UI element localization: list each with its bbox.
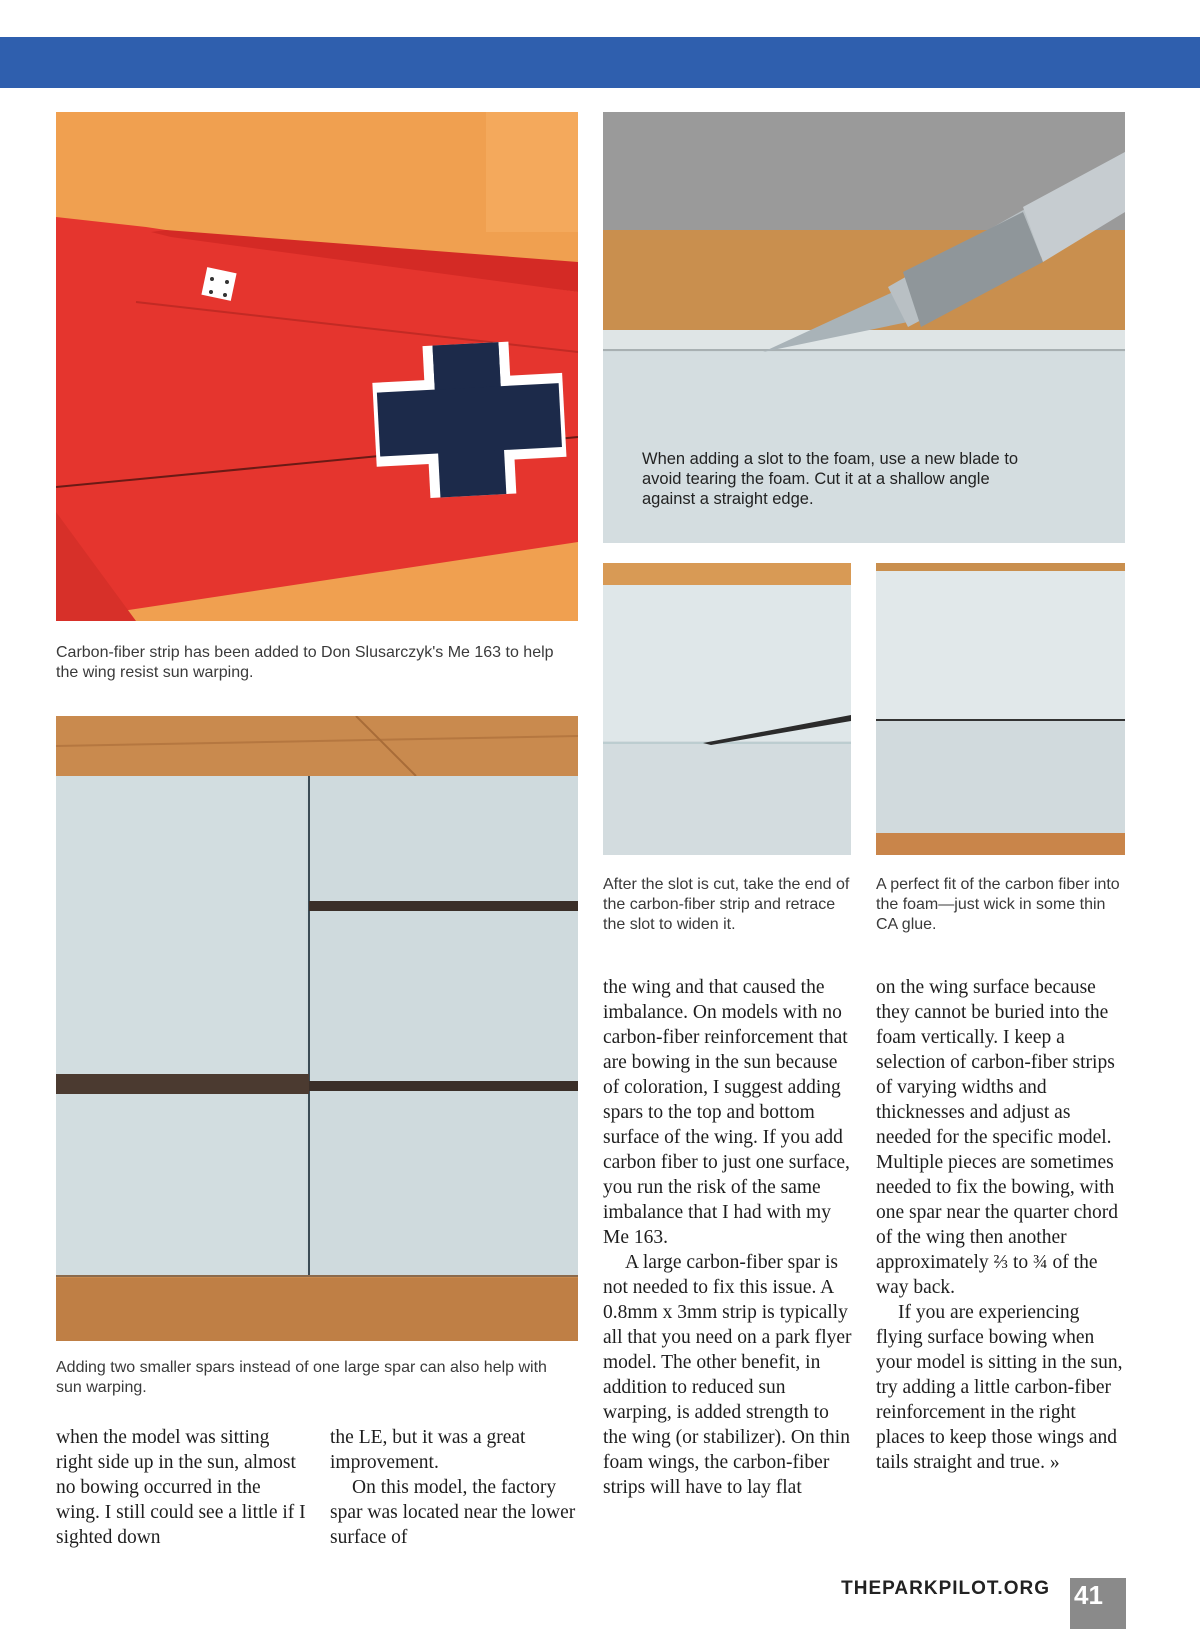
article-column-4 — [876, 975, 1128, 1475]
photo-me163-wing — [56, 112, 578, 621]
article-column-1 — [56, 1425, 306, 1550]
caption-retrace: After the slot is cut, take the end of the carbon-fiber strip and retrace the slot to widen it. — [603, 876, 850, 933]
article-paragraph: on the wing surface because they cannot be buried into the foam vertically. I keep a selection of carbon-fiber strips of varying widths and thicknesses and adjust as needed for the specific model. Multiple pieces are sometimes needed to fix the bowing, with one spar near the quarter chord of the wing then another approximately ⅔ to ¾ of the way back. — [876, 977, 1119, 1298]
photo-carbon-fit — [876, 563, 1125, 855]
article-paragraph: the LE, but it was a great improvement. — [330, 1427, 526, 1473]
photo-two-spars — [56, 716, 578, 1341]
caption-fit: A perfect fit of the carbon fiber into the foam—just wick in some thin CA glue. — [876, 876, 1120, 933]
article-paragraph: when the model was sitting right side up in the sun, almost no bowing occurred in the wing. I still could see a little if I sighted down — [56, 1427, 306, 1548]
footer-site-link[interactable]: THEPARKPILOT.ORG — [841, 1578, 1050, 1599]
header-bar — [0, 37, 1200, 88]
article-paragraph: On this model, the factory spar was located near the lower surface of — [330, 1477, 576, 1548]
article-paragraph: A large carbon-fiber spar is not needed to fix this issue. A 0.8mm x 3mm strip is typically all that you need on a park flyer model. The other benefit, in addition to reduced sun warping, is added strength to the wing (or stabilizer). On thin foam wings, the carbon-fiber strips will have to lay flat — [603, 1252, 852, 1498]
caption-me163: Carbon-fiber strip has been added to Don Slusarczyk's Me 163 to help the wing resist sun warping. — [56, 644, 554, 681]
page-number: 41 — [1070, 1578, 1126, 1629]
article-paragraph: the wing and that caused the imbalance. On models with no carbon-fiber reinforcement that are bowing in the sun because of coloration, I suggest adding spars to the top and bottom surface of the wing. If you add carbon fiber to just one surface, you run the risk of the same imbalance that I had with my Me 163. — [603, 977, 850, 1248]
article-column-3 — [603, 975, 855, 1500]
article-column-2 — [330, 1425, 580, 1550]
photo-retrace-slot — [603, 563, 851, 855]
caption-spars: Adding two smaller spars instead of one large spar can also help with sun warping. — [56, 1359, 547, 1396]
article-paragraph: If you are experiencing flying surface bowing when your model is sitting in the sun, try adding a little carbon-fiber reinforcement in the right places to keep those wings and tails straight and true. » — [876, 1302, 1123, 1473]
caption-slot: When adding a slot to the foam, use a new blade to avoid tearing the foam. Cut it at a shallow angle against a straight edge. — [642, 450, 1019, 508]
